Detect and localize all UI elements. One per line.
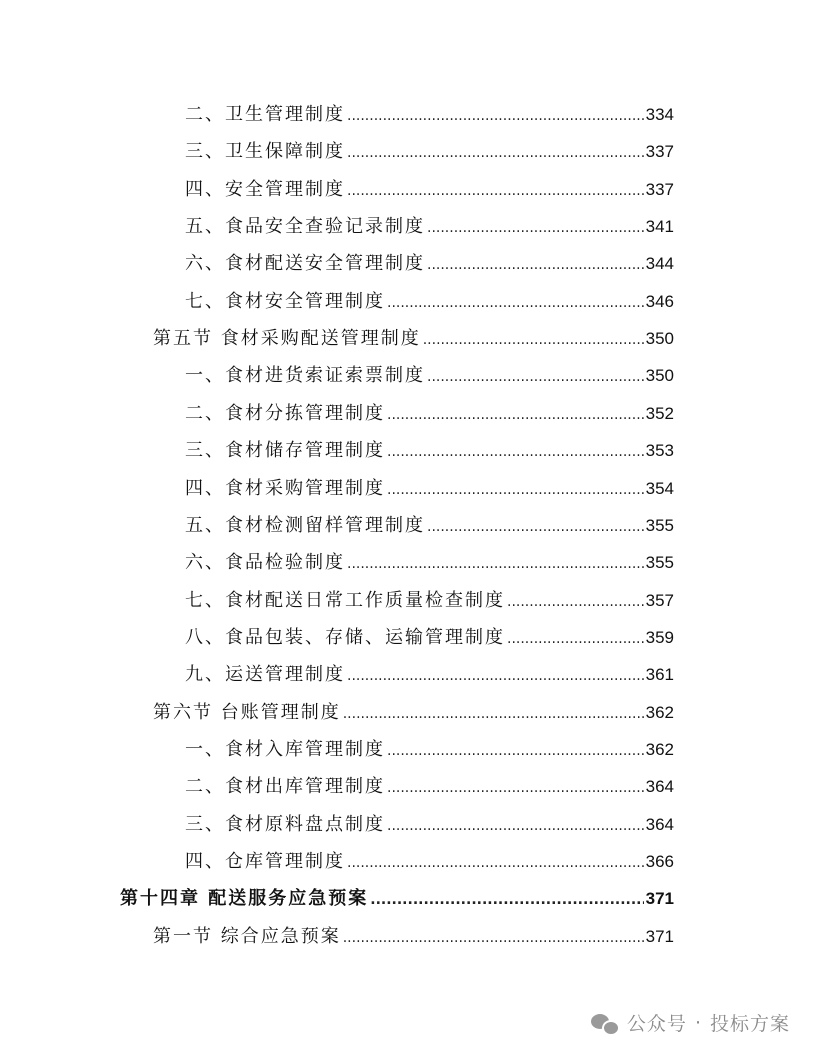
toc-entry-section (153, 922, 674, 952)
toc-leader-dots (387, 400, 644, 430)
toc-entry-item (185, 399, 674, 429)
toc-entry-label: 四、食材采购管理制度 (185, 477, 385, 499)
toc-leader-dots (427, 250, 644, 280)
toc-entry-page-number: 337 (645, 179, 674, 199)
toc-entry-item (185, 623, 674, 653)
toc-entry-label: 五、食品安全查验记录制度 (185, 216, 425, 238)
toc-leader-dots (347, 176, 644, 206)
toc-entry-page-number: 337 (645, 142, 674, 162)
toc-entry-label: 七、食材安全管理制度 (185, 290, 385, 312)
toc-entry-page-number: 344 (645, 254, 674, 274)
toc-leader-dots (387, 736, 644, 766)
toc-entry-label: 九、运送管理制度 (185, 664, 345, 686)
toc-entry-item (185, 660, 674, 690)
toc-entry-label: 二、食材分拣管理制度 (185, 402, 385, 424)
toc-entry-page-number: 359 (645, 627, 674, 647)
toc-entry-label: 一、食材入库管理制度 (185, 738, 385, 760)
toc-leader-dots (387, 437, 644, 467)
toc-entry-page-number: 334 (645, 105, 674, 124)
watermark-account: 公众号 (626, 1013, 687, 1035)
toc-entry-page-number: 364 (645, 814, 674, 834)
toc-entry-page-number: 353 (645, 441, 674, 461)
toc-leader-dots (507, 587, 644, 617)
toc-entry-label: 三、卫生保障制度 (185, 141, 345, 163)
toc-entry-label: 五、食材检测留样管理制度 (185, 514, 425, 536)
watermark-separator: · (694, 1011, 702, 1034)
toc-entry-item (185, 735, 674, 765)
toc-entry-item (185, 847, 674, 877)
wechat-icon (591, 1012, 619, 1034)
toc-entry-page-number: 366 (645, 852, 674, 871)
toc-entry-chapter (120, 884, 674, 914)
toc-entry-item (185, 100, 674, 130)
toc-entry-label: 第十四章 配送服务应急预案 (120, 888, 369, 910)
toc-entry-section (153, 324, 674, 354)
toc-entry-item (185, 586, 674, 616)
toc-leader-dots (343, 699, 644, 729)
toc-entry-page-number: 371 (645, 926, 674, 946)
toc-entry-label: 第一节 综合应急预案 (153, 925, 341, 947)
toc-entry-label: 二、食材出库管理制度 (185, 776, 385, 798)
toc-entry-item (185, 548, 674, 578)
toc-entry-label: 三、食材原料盘点制度 (185, 813, 385, 835)
watermark (591, 1009, 790, 1036)
toc-leader-dots (423, 325, 644, 355)
toc-leader-dots (387, 475, 644, 505)
watermark-name: 投标方案 (709, 1013, 790, 1035)
toc-entry-item (185, 249, 674, 279)
toc-leader-dots (387, 811, 644, 841)
toc-leader-dots (347, 549, 644, 579)
toc-entry-page-number: 357 (645, 590, 674, 610)
toc-leader-dots (343, 923, 644, 953)
toc-entry-item (185, 137, 674, 167)
toc-entry-label: 六、食品检验制度 (185, 552, 345, 574)
toc-leader-dots (347, 848, 644, 878)
toc-entry-label: 四、安全管理制度 (185, 178, 345, 200)
toc-entry-page-number: 346 (645, 291, 674, 311)
toc-entry-label: 八、食品包装、存储、运输管理制度 (185, 626, 505, 648)
toc-entry-item (185, 474, 674, 504)
toc-entry-item (185, 361, 674, 391)
toc-entry-label: 第五节 食材采购配送管理制度 (153, 328, 421, 350)
toc-entry-item (185, 175, 674, 205)
toc-leader-dots (370, 885, 643, 915)
toc-entry-label: 四、仓库管理制度 (185, 851, 345, 872)
toc-leader-dots (387, 773, 644, 803)
toc-entry-item (185, 772, 674, 802)
toc-entry-item (185, 810, 674, 840)
toc-entry-page-number: 355 (645, 515, 674, 535)
toc-entry-label: 一、食材进货索证索票制度 (185, 365, 425, 387)
toc-entry-label: 六、食材配送安全管理制度 (185, 253, 425, 275)
toc-entry-page-number: 364 (645, 777, 674, 797)
toc-entry-item (185, 287, 674, 317)
toc-leader-dots (347, 661, 644, 691)
toc-entry-item (185, 511, 674, 541)
toc-entry-page-number: 355 (645, 553, 674, 573)
toc-entry-page-number: 354 (645, 478, 674, 498)
toc-leader-dots (347, 138, 644, 168)
toc-entry-section (153, 698, 674, 728)
toc-entry-page-number: 350 (645, 366, 674, 386)
toc-entry-page-number: 352 (645, 403, 674, 423)
toc-entry-page-number: 341 (645, 217, 674, 237)
toc-leader-dots (427, 362, 644, 392)
toc-entry-page-number: 371 (645, 889, 674, 909)
toc-entry-page-number: 350 (645, 329, 674, 349)
toc-entry-item (185, 436, 674, 466)
toc-entry-label: 七、食材配送日常工作质量检查制度 (185, 589, 505, 611)
toc-entry-page-number: 362 (645, 702, 674, 722)
toc-entry-label: 第六节 台账管理制度 (153, 701, 341, 723)
toc-entry-item (185, 212, 674, 242)
toc-leader-dots (507, 624, 644, 654)
toc-leader-dots (347, 101, 644, 131)
toc-leader-dots (427, 512, 644, 542)
toc-entry-page-number: 362 (645, 739, 674, 759)
toc-leader-dots (427, 213, 644, 243)
toc-leader-dots (387, 288, 644, 318)
toc-entry-page-number: 361 (645, 665, 674, 685)
toc-entry-label: 三、食材储存管理制度 (185, 440, 385, 462)
toc-entry-label: 二、卫生管理制度 (185, 104, 345, 125)
